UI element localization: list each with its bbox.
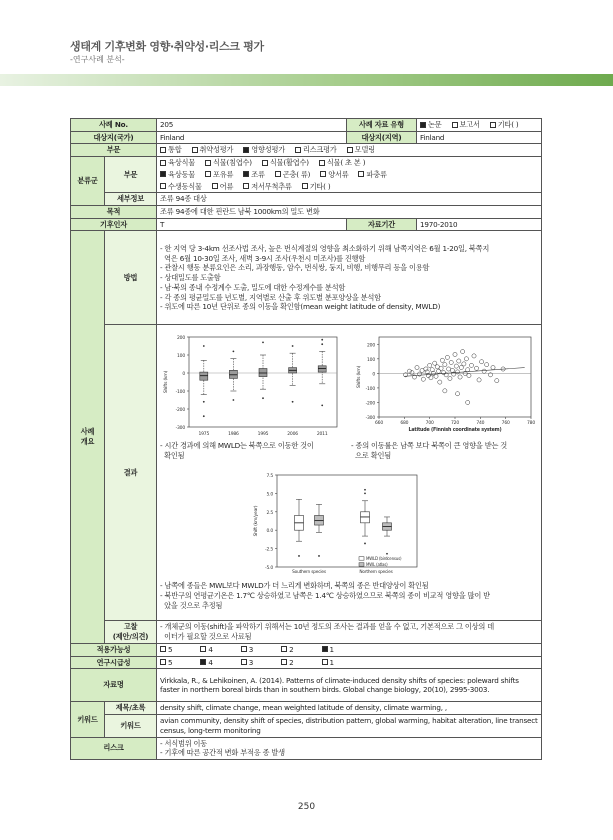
unchecked-box-icon — [281, 646, 287, 652]
y-tick-label: 100 — [367, 358, 375, 364]
checked-box-icon — [243, 171, 249, 177]
period-value: 1970-2010 — [417, 218, 542, 231]
scatter-point — [407, 370, 411, 374]
y-tick-label: -200 — [365, 401, 375, 407]
method-label: 방법 — [105, 231, 157, 325]
box — [259, 369, 267, 377]
scatter-point — [453, 353, 457, 357]
checkbox-option-label: 육상동물 — [168, 169, 195, 179]
header-title: 생태계 기후변화 영향·취약성·리스크 평가 — [70, 40, 264, 53]
checkbox-option-label: 4 — [208, 657, 213, 667]
scatter-point — [485, 363, 489, 367]
y-tick-label: -300 — [175, 426, 185, 432]
outlier-point — [233, 400, 235, 402]
period-label: 자료기간 — [347, 218, 417, 231]
checkbox-option-label: 2 — [289, 644, 294, 654]
unchecked-box-icon — [160, 147, 166, 153]
scatter-point — [466, 401, 470, 405]
applicability-label: 적용가능성 — [71, 643, 157, 656]
scatter-point — [474, 367, 478, 371]
x-tick-label: 2011 — [316, 432, 328, 438]
method-item: - 관찰시 행동 분류요인은 소리, 과장행동, 암수, 번식쌍, 둥지, 비행, 비행무리 등을 이용함 — [160, 263, 430, 273]
scatter-point — [466, 368, 470, 372]
fig2-caption-line: - 종의 이동률은 남쪽 보다 북쪽이 큰 영향을 받는 것 — [351, 441, 508, 451]
checkbox-option-label: 3 — [248, 657, 254, 667]
risk-label: 리스크 — [71, 737, 157, 759]
checkbox-option[interactable] — [243, 145, 285, 155]
checkbox-option[interactable] — [160, 145, 182, 155]
scatter-point — [415, 366, 419, 370]
checkbox-option-label: 식물(활엽수) — [269, 158, 309, 168]
outlier-point — [262, 342, 264, 344]
y-tick-label: -2.5 — [265, 548, 273, 554]
checkbox-option-label: 저서무척추류 — [251, 181, 292, 191]
unchecked-box-icon — [490, 122, 496, 128]
title-keyword-label: 제목/초록 — [105, 702, 157, 715]
type-options — [417, 119, 542, 132]
x-axis-label: Latitude (Finnish coordinate system) — [408, 428, 502, 434]
checkbox-option-label: 5 — [168, 644, 173, 654]
checkbox-option-label: 2 — [289, 657, 294, 667]
method-list — [157, 231, 542, 325]
checked-box-icon — [322, 646, 328, 652]
risk-item: - 기후에 따른 공간적 변화 부적응 종 발생 — [160, 748, 285, 758]
discussion-value — [157, 621, 542, 643]
case-summary-table — [70, 118, 542, 760]
checkbox-option-label: 3 — [248, 644, 254, 654]
method-item: - 한 지역 당 3-4km 선조사법 조사, 높은 번식계절의 영향을 최소화하기 위해 남쪽지역은 6월 1-20일, 북쪽지 — [160, 243, 490, 253]
checkbox-option-label: 1 — [329, 657, 334, 667]
result-label: 결과 — [105, 325, 157, 621]
class-sector-label: 부문 — [105, 157, 157, 193]
checked-box-icon — [160, 171, 166, 177]
page-header — [0, 0, 613, 78]
plot-frame — [379, 337, 531, 417]
unchecked-box-icon — [262, 160, 268, 166]
outlier-point — [364, 489, 366, 491]
unchecked-box-icon — [295, 147, 301, 153]
result-item: - 북반구의 연평균기온은 1.7℃ 상승하였고 남쪽은 1.4℃ 상승하였으므로 북쪽의 종이 비교적 영향을 많이 받 — [160, 591, 490, 601]
x-tick-label: 1975 — [198, 432, 210, 438]
y-tick-label: -200 — [175, 408, 185, 414]
checkbox-option[interactable] — [205, 170, 233, 180]
scatter-point — [440, 359, 444, 363]
scatter-point — [455, 392, 459, 396]
y-tick-label: 2.5 — [266, 511, 273, 517]
checkbox-option[interactable] — [192, 145, 234, 155]
checkbox-option[interactable] — [160, 658, 172, 668]
checkbox-option[interactable] — [262, 158, 309, 168]
checkbox-option[interactable] — [302, 182, 331, 192]
x-tick-label: 760 — [501, 421, 510, 427]
scatter-point — [428, 364, 432, 368]
checkbox-option-label: 통합 — [168, 145, 182, 155]
outlier-point — [292, 401, 294, 403]
class-plant-options — [157, 157, 542, 169]
x-tick-label: 660 — [375, 421, 383, 427]
checkbox-option-label: 식물( 초 본 ) — [326, 158, 366, 168]
checkbox-option-label: 수생동식물 — [168, 181, 202, 191]
y-tick-label: 100 — [177, 354, 185, 360]
method-item: - 남·북의 종내 수정계수 도출, 밀도에 대한 수정계수를 분석함 — [160, 282, 346, 292]
scatter-plot-latitude-shifts — [351, 329, 537, 441]
case-no-label: 사례 No. — [71, 119, 157, 132]
y-tick-label: 0 — [182, 372, 185, 378]
checkbox-option[interactable] — [243, 182, 291, 192]
outlier-point — [262, 398, 264, 400]
scatter-point — [454, 364, 458, 368]
discussion-line: 이터가 필요할 것으로 사료됨 — [160, 632, 252, 642]
reference-value: Virkkala, R., & Lehikoinen, A. (2014). Patterns of climate-induced density shifts of species: poleward shifts faster in northern boreal birds than in southern birds. Global change biology, 20(10), 2995-3003. — [157, 669, 542, 702]
outlier-point — [386, 553, 388, 555]
checkbox-option-label: 취약성평가 — [199, 145, 234, 155]
keyword-group-label: 키워드 — [71, 702, 105, 737]
checkbox-option[interactable] — [320, 170, 348, 180]
y-tick-label: -100 — [175, 390, 185, 396]
unchecked-box-icon — [347, 147, 353, 153]
scatter-point — [445, 356, 449, 360]
checkbox-option-label: 5 — [168, 657, 173, 667]
scatter-point — [461, 350, 465, 354]
checkbox-option[interactable] — [281, 645, 293, 655]
checkbox-option-label: 기타( ) — [309, 181, 331, 191]
checkbox-option[interactable] — [241, 645, 253, 655]
sector-label: 부문 — [71, 144, 157, 157]
checked-box-icon — [420, 122, 426, 128]
x-tick-label: 1995 — [257, 432, 269, 438]
unchecked-box-icon — [243, 183, 249, 189]
overview-label: 사례 개요 — [71, 231, 105, 643]
climate-label: 기후인자 — [71, 218, 157, 231]
outlier-point — [292, 346, 294, 348]
scatter-point — [495, 379, 499, 383]
scatter-point — [442, 371, 446, 375]
unchecked-box-icon — [160, 646, 166, 652]
applicability-options — [157, 643, 542, 656]
checkbox-option[interactable] — [319, 158, 365, 168]
y-tick-label: 200 — [177, 336, 185, 342]
legend-swatch — [359, 557, 364, 561]
x-tick-label: Northern species — [359, 570, 393, 576]
scatter-point — [458, 375, 462, 379]
method-item: - 상대밀도를 도출함 — [160, 273, 221, 283]
unchecked-box-icon — [320, 171, 326, 177]
checkbox-option-label: 모델링 — [354, 145, 375, 155]
x-tick-label: 740 — [476, 421, 485, 427]
title-keyword-value: density shift, climate change, mean weighted latitude of density, climate warming, , — [157, 702, 542, 715]
purpose-value: 조류 94종에 대한 핀란드 남북 1000km의 밀도 변화 — [157, 206, 542, 219]
unchecked-box-icon — [160, 659, 166, 665]
scatter-point — [467, 374, 471, 378]
checkbox-option-label: 1 — [329, 644, 334, 654]
checkbox-option-label: 어류 — [219, 181, 234, 191]
outlier-point — [233, 351, 235, 353]
y-tick-label: 0.0 — [266, 529, 273, 535]
y-axis-label: Shifts (km) — [357, 366, 362, 389]
checkbox-option[interactable] — [322, 658, 334, 668]
box — [200, 373, 208, 381]
checkbox-option[interactable] — [347, 145, 375, 155]
trend-line — [404, 368, 524, 377]
urgency-label: 연구시급성 — [71, 656, 157, 669]
unchecked-box-icon — [200, 646, 206, 652]
unchecked-box-icon — [241, 646, 247, 652]
scatter-point — [443, 363, 447, 367]
result-cell — [157, 325, 542, 621]
outlier-point — [203, 401, 205, 403]
checkbox-option[interactable] — [241, 658, 253, 668]
type-label: 사례 자료 유형 — [347, 119, 417, 132]
checkbox-option[interactable] — [420, 120, 442, 130]
unchecked-box-icon — [241, 659, 247, 665]
unchecked-box-icon — [302, 183, 308, 189]
checkbox-option-label: 영향성평가 — [251, 145, 285, 155]
risk-list — [157, 737, 542, 759]
country-label: 대상지(국가) — [71, 131, 157, 144]
checkbox-option[interactable] — [281, 658, 293, 668]
scatter-point — [482, 370, 486, 374]
purpose-label: 목적 — [71, 206, 157, 219]
outlier-point — [203, 346, 205, 348]
unchecked-box-icon — [205, 160, 211, 166]
x-tick-label: 720 — [451, 421, 459, 427]
detail-label: 세부정보 — [105, 193, 157, 206]
legend-swatch — [359, 563, 364, 567]
checkbox-option[interactable] — [160, 170, 195, 180]
scatter-point — [480, 360, 484, 364]
checked-box-icon — [243, 147, 249, 153]
keyword-value: avian community, density shift of species, distribution pattern, global warming, habitat alteration, line transect census, long-term monitoring — [157, 715, 542, 737]
country-value: Finland — [157, 131, 347, 144]
class-label: 분류군 — [71, 157, 105, 206]
checkbox-option[interactable] — [200, 645, 212, 655]
y-tick-label: -300 — [365, 416, 375, 422]
scatter-point — [491, 366, 495, 370]
legend-label: MWLD (birdcensus) — [366, 556, 402, 562]
scatter-point — [443, 389, 447, 393]
box-plot-decadal-shifts — [157, 329, 349, 441]
box-plot-species-shift-rate — [247, 467, 437, 579]
page-number: 250 — [297, 802, 316, 812]
scatter-point — [449, 361, 453, 365]
checked-box-icon — [200, 659, 206, 665]
x-tick-label: 700 — [425, 421, 434, 427]
region-value: Finland — [417, 131, 542, 144]
checkbox-option-label: 4 — [208, 644, 213, 654]
fig2-caption-line: 으로 확인됨 — [351, 451, 391, 461]
scatter-point — [457, 359, 461, 363]
header-gradient-bar — [0, 74, 613, 86]
outlier-point — [318, 556, 320, 558]
plot-frame — [189, 337, 337, 427]
fig1-caption-line: 확인됨 — [160, 451, 185, 461]
x-tick-label: 780 — [527, 421, 535, 427]
case-no-value: 205 — [157, 119, 347, 132]
checkbox-option[interactable] — [295, 145, 337, 155]
scatter-point — [459, 366, 463, 370]
checkbox-option[interactable] — [490, 120, 519, 130]
checkbox-option-label: 파충류 — [366, 169, 387, 179]
scatter-point — [429, 376, 433, 380]
fig1-caption — [160, 441, 348, 460]
checkbox-option-label: 식물(침엽수) — [212, 158, 252, 168]
discussion-label: 고찰 (제안/의견) — [105, 621, 157, 643]
scatter-point — [469, 364, 473, 368]
unchecked-box-icon — [192, 147, 198, 153]
checkbox-option-label: 양서류 — [328, 169, 349, 179]
checkbox-option[interactable] — [358, 170, 386, 180]
scatter-point — [421, 378, 425, 382]
method-item: - 각 종의 평균밀도를 년도별, 지역별로 산출 후 위도별 분포양상을 분석함 — [160, 292, 381, 302]
checkbox-option-label: 리스크평가 — [302, 145, 337, 155]
unchecked-box-icon — [358, 171, 364, 177]
discussion-line: - 개체군의 이동(shift)을 파악하기 위해서는 10년 정도의 조사는 결과를 얻을 수 없고, 기본적으로 그 이상의 데 — [160, 622, 494, 632]
scatter-point — [410, 371, 414, 375]
checkbox-option[interactable] — [160, 182, 202, 192]
climate-value: T — [157, 218, 347, 231]
class-aquatic-options — [157, 181, 542, 193]
checkbox-option-label: 조류 — [251, 169, 265, 179]
scatter-point — [434, 375, 438, 379]
checkbox-option[interactable] — [205, 158, 252, 168]
outlier-point — [298, 556, 300, 558]
scatter-point — [472, 354, 476, 358]
y-tick-label: -100 — [365, 387, 375, 393]
unchecked-box-icon — [160, 183, 166, 189]
class-animal-options — [157, 169, 542, 181]
box — [229, 371, 237, 379]
checkbox-option-label: 곤충( 류) — [282, 169, 311, 179]
checkbox-option[interactable] — [243, 170, 265, 180]
unchecked-box-icon — [212, 183, 218, 189]
fig2-caption — [351, 441, 539, 460]
checkbox-option-label: 기타( ) — [497, 120, 519, 129]
scatter-point — [417, 372, 421, 376]
header-subtitle: -연구사례 분석- — [70, 55, 125, 64]
y-axis-label: Shifts (km) — [164, 371, 169, 394]
checkbox-option[interactable] — [200, 658, 212, 668]
y-tick-label: 5.0 — [266, 492, 273, 498]
y-tick-label: -5.0 — [265, 566, 273, 572]
unchecked-box-icon — [205, 171, 211, 177]
reference-label: 자료명 — [71, 669, 157, 702]
scatter-point — [436, 370, 440, 374]
unchecked-box-icon — [319, 160, 325, 166]
unchecked-box-icon — [281, 659, 287, 665]
checkbox-option[interactable] — [452, 120, 480, 130]
checkbox-option[interactable] — [212, 182, 234, 192]
checkbox-option[interactable] — [322, 645, 334, 655]
checkbox-option[interactable] — [160, 645, 172, 655]
legend-label: MWL (atlas) — [366, 562, 388, 568]
outlier-point — [321, 344, 323, 346]
outlier-point — [364, 543, 366, 545]
y-tick-label: 200 — [367, 343, 375, 349]
checkbox-option-label: 육상식물 — [168, 158, 195, 168]
checkbox-option[interactable] — [160, 158, 195, 168]
sector-options — [157, 144, 542, 157]
fig1-caption-line: - 시간 경과에 의해 MWLD는 북쪽으로 이동한 것이 — [160, 441, 314, 451]
checkbox-option[interactable] — [275, 170, 311, 180]
urgency-options — [157, 656, 542, 669]
scatter-point — [426, 374, 430, 378]
checkbox-option-label: 논문 — [428, 120, 442, 129]
unchecked-box-icon — [160, 160, 166, 166]
x-tick-label: 1986 — [228, 432, 239, 438]
unchecked-box-icon — [452, 122, 458, 128]
result-item: 았을 것으로 추정됨 — [160, 600, 223, 610]
scatter-point — [477, 378, 481, 382]
y-tick-label: 0 — [372, 372, 375, 378]
method-item: 역은 6월 10-30일 조사, 새벽 3-9시 조사(우천시 미조사)를 진행함 — [160, 253, 366, 263]
outlier-point — [321, 405, 323, 407]
result-list — [160, 581, 540, 610]
outlier-point — [321, 339, 323, 341]
y-tick-label: 7.5 — [266, 474, 273, 480]
x-tick-label: Southern species — [292, 570, 326, 576]
scatter-point — [438, 380, 442, 384]
scatter-point — [433, 362, 437, 366]
risk-item: - 서식범위 이동 — [160, 738, 208, 748]
method-item: - 위도에 따른 10년 단위로 종의 이동을 확인함(mean weight latitude of density, MWLD) — [160, 302, 441, 312]
detail-value: 조류 94종 대상 — [157, 193, 542, 206]
scatter-point — [462, 362, 466, 366]
scatter-point — [439, 367, 443, 371]
result-item: - 남쪽에 종들은 MWL보다 MWLD가 더 느리게 변화하며, 북쪽의 종은 반대양상이 확인됨 — [160, 581, 429, 591]
region-label: 대상지(지역) — [347, 131, 417, 144]
checkbox-option-label: 포유류 — [212, 169, 234, 179]
x-tick-label: 2006 — [287, 432, 298, 438]
x-tick-label: 680 — [400, 421, 409, 427]
box — [318, 366, 326, 372]
scatter-point — [464, 357, 468, 361]
scatter-point — [448, 377, 452, 381]
unchecked-box-icon — [275, 171, 281, 177]
checkbox-option-label: 보고서 — [459, 120, 480, 129]
keyword-label: 키워드 — [105, 715, 157, 737]
unchecked-box-icon — [322, 659, 328, 665]
outlier-point — [203, 416, 205, 418]
outlier-point — [364, 493, 366, 495]
y-axis-label: Shift (km/year) — [254, 506, 259, 537]
